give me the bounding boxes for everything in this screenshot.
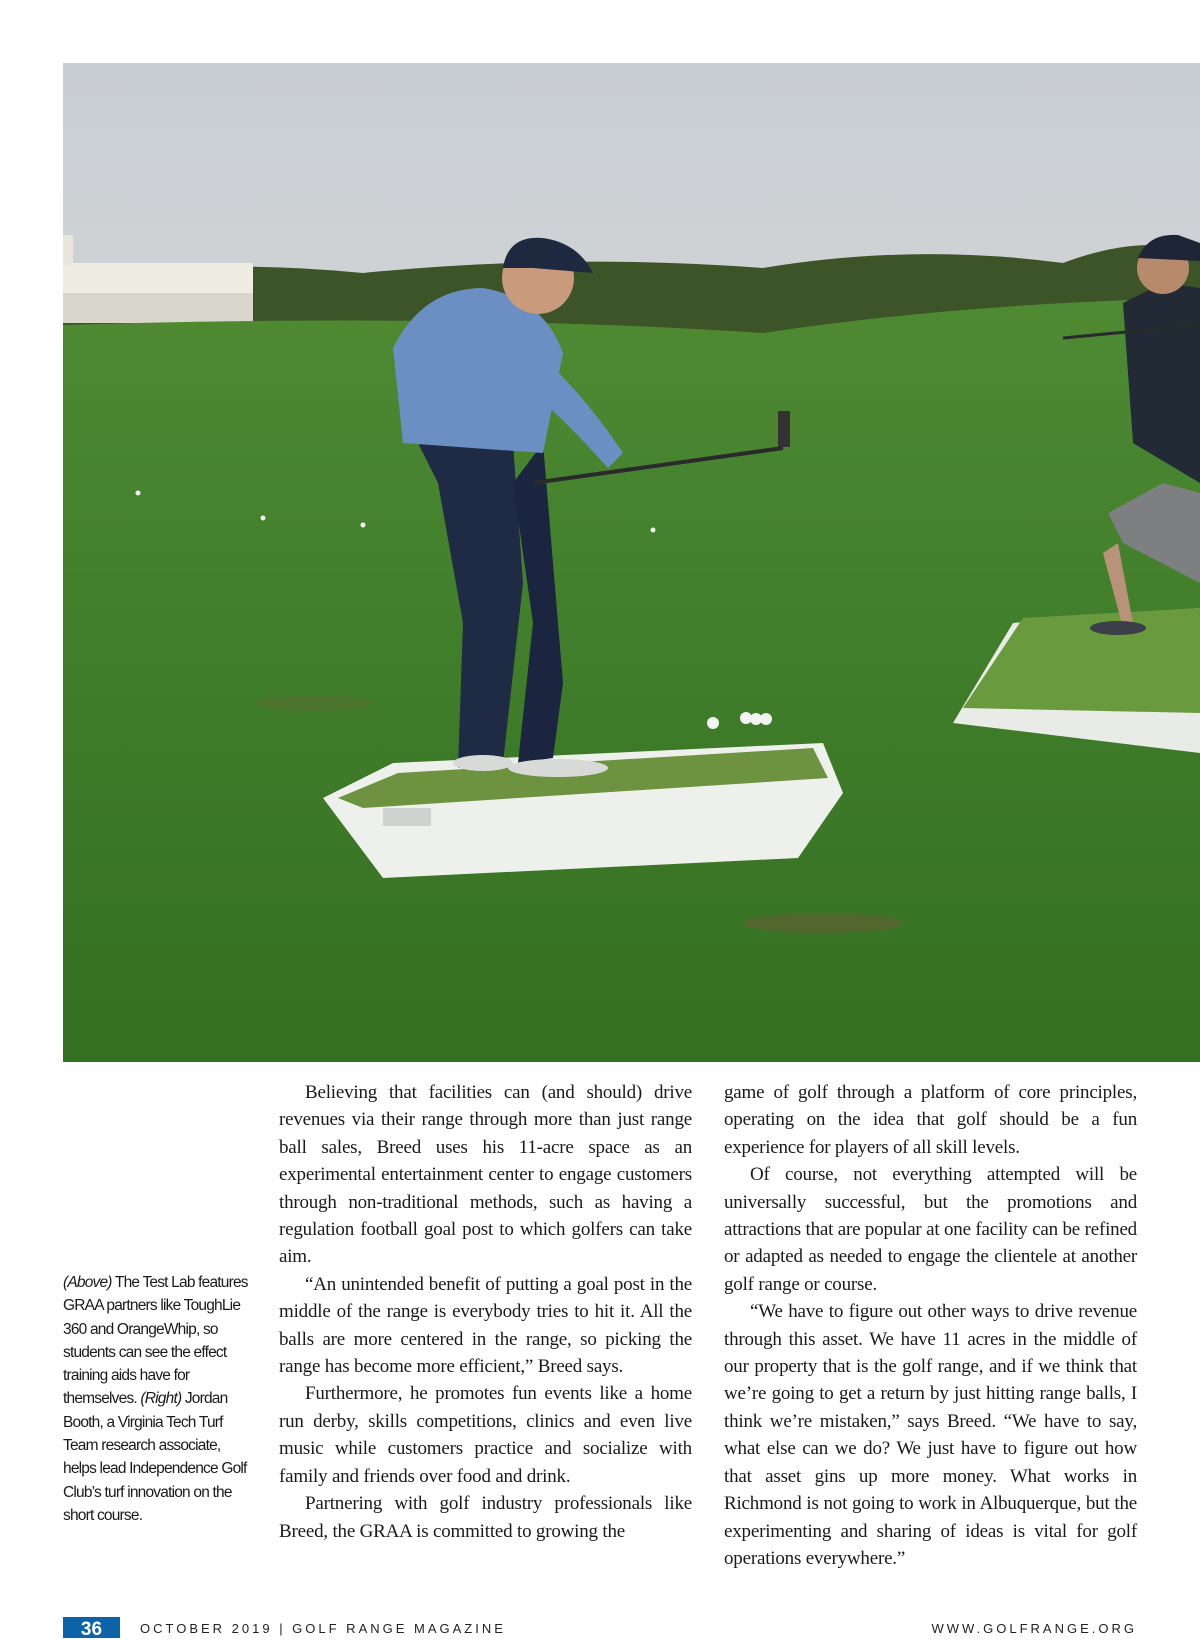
footer-website: WWW.GOLFRANGE.ORG: [931, 1621, 1137, 1636]
caption-right-text: Jordan Booth, a Virginia Tech Turf Team research associate, helps lead Independence Golf Club’s turf innovation on the short course.: [63, 1390, 247, 1524]
article-paragraph: Furthermore, he promotes fun events like a home run derby, skills competitions, clinics and even live music while customers practice and socialize with family and friends over food and drink.: [279, 1383, 692, 1487]
golf-range-photo: [63, 63, 1200, 1062]
article-paragraph: Of course, not everything attempted will be universally successful, but the promotions and attractions that are popular at one facility can be refined or adapted as needed to engage the clientele at another golf range or course.: [724, 1164, 1137, 1295]
caption-above-label: (Above): [63, 1274, 112, 1291]
article-paragraph: “We have to figure out other ways to drive revenue through this asset. We have 11 acres in the middle of our property that is the golf range, and if we think that we’re going to get a return by just hitting range balls, I think we’re mistaken,” says Breed. “We have to say, what else can we do? We just have to figure out how that asset gins up more money. What works in Richmond is not going to work in Albuquerque, but the experimenting and sharing of ideas is vital for golf operations everywhere.”: [724, 1301, 1137, 1569]
article-paragraph: Believing that facilities can (and should) drive revenues via their range through more than just range ball sales, Breed uses his 11-acre space as an experimental entertainment center to engage customers through non-traditional methods, such as having a regulation football goal post to which golfers can take aim.: [279, 1082, 692, 1268]
article-paragraph: Partnering with golf industry professionals like Breed, the GRAA is committed to growing the: [279, 1493, 692, 1542]
footer-issue: OCTOBER 2019 | GOLF RANGE MAGAZINE: [140, 1621, 506, 1636]
article-column-1: [279, 1079, 692, 1545]
article-paragraph: game of golf through a platform of core principles, operating on the idea that golf should be a fun experience for players of all skill levels.: [724, 1082, 1137, 1158]
photo-caption: [63, 1271, 253, 1527]
article-column-2: [724, 1079, 1137, 1572]
article-paragraph: “An unintended benefit of putting a goal post in the middle of the range is everybody tries to hit it. All the balls are more centered in the range, so picking the range has become more efficient,” Breed says.: [279, 1273, 692, 1378]
golf-range-photo-icon: [63, 63, 1200, 1062]
page-number: 36: [80, 1619, 103, 1640]
caption-right-label: (Right): [140, 1390, 182, 1408]
page-number-box: [63, 1617, 120, 1638]
page-footer: [0, 1617, 1200, 1638]
caption-above-text: The Test Lab features GRAA partners like ToughLie 360 and OrangeWhip, so students can see the effect training aids have for themselves.: [63, 1274, 248, 1408]
